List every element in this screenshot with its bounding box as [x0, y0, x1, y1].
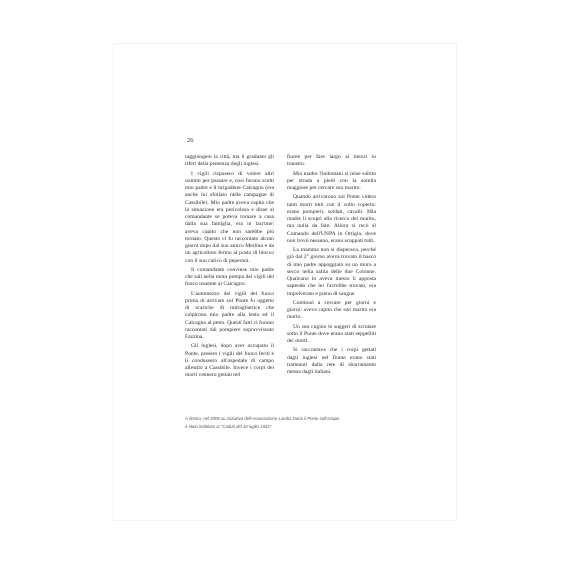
right-text-column: [287, 154, 376, 378]
photo-caption-line: è stato intitolato ai "Caduti del 10 luglio 1943".: [185, 424, 273, 429]
paragraph: Quando arrivarono sul Ponte videro tanti morti tutti con il volto coperto: erano pompieri, soldati, cavalli. Mia madre li scoprì alla ricerca del marito, ma nulla da fare. Allora si recò al Comando dell'UNPA in Ortigia, dove non trovò nessuno, erano scappati tutti.: [287, 194, 376, 244]
paragraph: Gli inglesi, dopo aver occupato il Ponte, presero i vigili del fuoco feriti e li condussero all'ospedale di campo allestito a Cassibile. Invece i corpi dei morti vennero gettati nel: [185, 343, 274, 379]
paragraph: Un suo cugino le suggerì di scrutare sotto il Ponte dove erano stati seppelliti dei morti.: [287, 323, 376, 344]
paragraph: L'automezzo dei vigili del fuoco prima di arrivare sul Ponte fu oggetto di scariche di mitragliatrice che colpirono mio padre alla testa ed il Calcagno al petto. Questi fatti ci furono raccontati dal pompiere sopravvissuto Fazzina.: [185, 290, 274, 340]
photo-caption-line: A destra: nel 2008 su iniziativa dell'Associazione Lamba Doria il Ponte sull'Anapo: [185, 416, 340, 421]
page-number: 26: [187, 137, 194, 144]
book-page: [114, 44, 456, 520]
paragraph: I vigili risposero di volere altri uomini per passare e, così furono scelti mio padre e il brigadiere Calcagno (era anche lui sfollato nelle campagne di Cassibile). Mio padre aveva capito che la situazione era pericolosa e disse al comandante se poteva tornare a casa dalla sua famiglia, era in lacrime: aveva capito che non sarebbe più tornato. Questo ci fu raccontato alcuni giorni dopo dal suo amico Merlino e da un agricoltore fermo al posto di blocco con il suo carico di peperoni.: [185, 170, 274, 264]
paragraph: fiume per fare largo ai mezzi in transito.: [287, 154, 376, 168]
paragraph: Il comandante convinse mio padre che salì nella moto pompa dei vigili del fuoco insieme al Calcagno.: [185, 266, 274, 288]
paragraph: raggiungere la città, ma il graduato gli riferì della presenza degli inglesi.: [185, 154, 274, 168]
paragraph: Mia madre l'indomani si mise subito per strada a piedi con la sorella maggiore per cercare suo marito.: [287, 170, 376, 191]
paragraph: Si raccontava che i corpi gettati dagli inglesi nel fiume erano stati trattenuti dalla rete di sbarramento messa dagli italiani.: [287, 347, 376, 375]
paragraph: Continuò a cercare per giorni e giorni: aveva capito che suo marito era morto.: [287, 299, 376, 321]
left-text-column: [185, 154, 274, 382]
paragraph: La mamma non si disperava, perché già dal 2° giorno aveva trovato il basco di mio padre appoggiato su un muro a secco nella salita delle due Colonne. Qualcuno lo aveva messo lì apposta sapendo che lei l'avrebbe trovato, era impolverato e pieno di sangue.: [287, 247, 376, 297]
